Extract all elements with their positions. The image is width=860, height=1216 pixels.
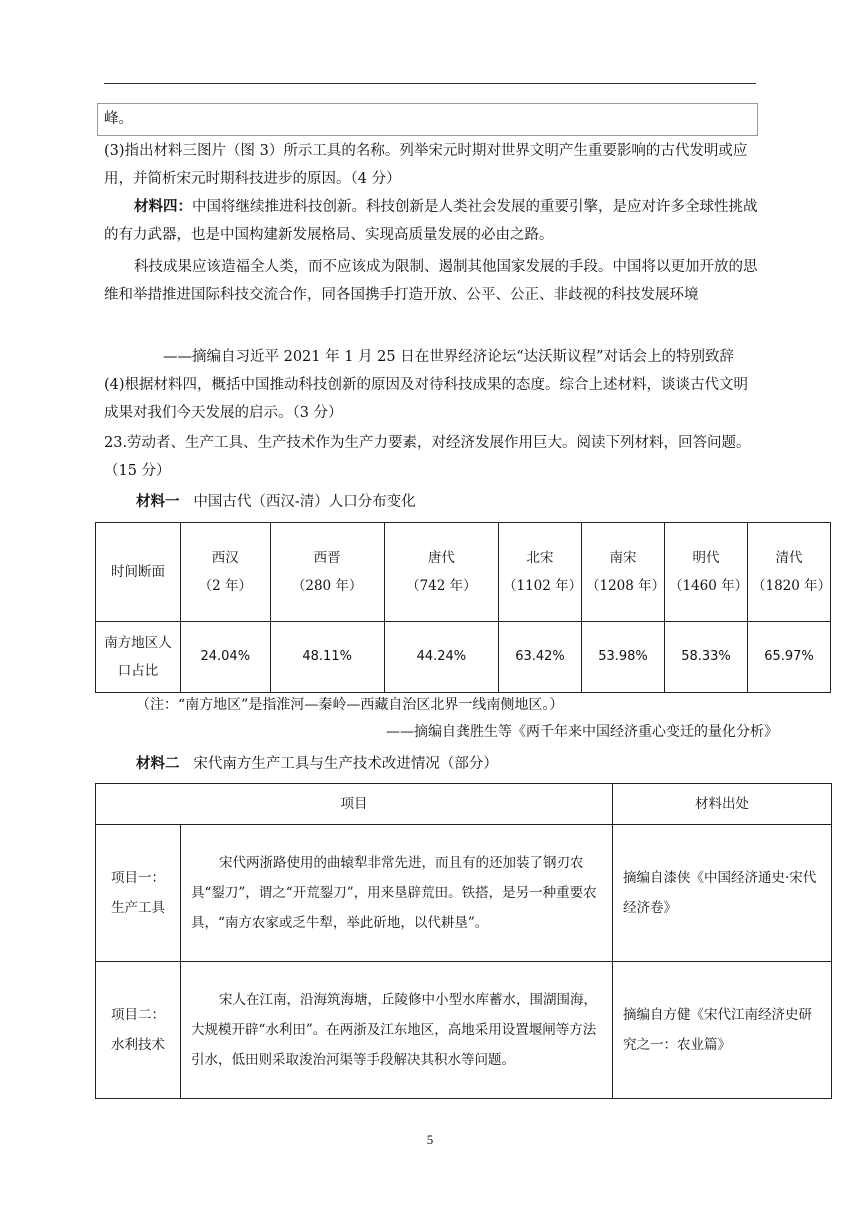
table2-caption-label: 材料二 [136,755,180,772]
period-year: （742 年） [406,578,477,594]
table1-caption [136,490,416,514]
item-source: 摘编自漆侠《中国经济通史·宋代经济卷》 [613,825,832,962]
period-year: （2 年） [198,578,252,594]
question-3: (3)指出材料三图片（图 3）所示工具的名称。列举宋元时期对世界文明产生重要影响的古代发明或应用，并简析宋元时期科技进步的原因。（4 分） [104,143,748,187]
period-name: 西晋 [313,550,341,566]
item-label [96,825,181,962]
period-name: 清代 [775,550,803,566]
table2-caption [136,752,498,776]
period-name: 北宋 [526,550,554,566]
value-cell: 44.24% [384,622,498,693]
item-label [96,962,181,1099]
header-label: 时间断面 [96,523,181,622]
period-year: （1208 年） [586,578,666,594]
period-year: （1460 年） [669,578,749,594]
item-label-line1: 项目二： [111,1007,165,1023]
item-label-line1: 项目一： [111,870,165,886]
item-source: 摘编自方健《宋代江南经济史研究之一：农业篇》 [613,962,832,1099]
value-cell: 53.98% [582,622,665,693]
period-year: （1820 年） [752,578,832,594]
header-rule [104,83,756,84]
question-4: (4)根据材料四，概括中国推动科技创新的原因及对待科技成果的态度。综合上述材料，谈谈古代文明成果对我们今天发展的启示。（3 分） [104,377,749,421]
period-year: （280 年） [291,578,363,594]
period-name: 唐代 [427,550,455,566]
period-cell [499,523,582,622]
period-cell [384,523,498,622]
period-name: 西汉 [211,550,239,566]
period-cell [582,523,665,622]
period-year: （1102 年） [503,578,583,594]
period-name: 南宋 [609,550,637,566]
period-cell [748,523,831,622]
period-cell [665,523,748,622]
header-source: 材料出处 [613,784,832,825]
material-4-p1-text: 中国将继续推进科技创新。科技创新是人类社会发展的重要引擎，是应对许多全球性挑战的有力武器，也是中国构建新发展格局、实现高质量发展的必由之路。 [104,199,758,243]
table2-caption-text: 宋代南方生产工具与生产技术改进情况（部分） [193,756,498,772]
table-row [96,622,831,693]
item-label-line2: 生产工具 [111,900,165,916]
page-number: 5 [426,1132,434,1147]
material-4-citation: ——摘编自习近平 2021 年 1 月 25 日在世界经济论坛“达沃斯议程”对话会上的特别致辞 [163,349,735,365]
value-cell: 48.11% [270,622,384,693]
table1-caption-label: 材料一 [136,493,180,510]
table-row [96,523,831,622]
material-4-label: 材料四： [134,198,192,215]
population-table [95,522,831,693]
period-name: 明代 [692,550,720,566]
value-cell: 24.04% [181,622,271,693]
item-label-line2: 水利技术 [111,1037,165,1053]
table1-citation: ——摘编自龚胜生等《两千年来中国经济重心变迁的量化分析》 [386,724,778,740]
table1-caption-text: 中国古代（西汉-清）人口分布变化 [193,494,416,510]
value-cell: 63.42% [499,622,582,693]
tools-technology-table [95,783,832,1099]
table-row [96,825,832,962]
table-row [96,962,832,1099]
material-4-p2: 科技成果应该造福全人类，而不应该成为限制、遏制其他国家发展的手段。中国将以更加开放的思维和举措推进国际科技交流合作，同各国携手打造开放、公平、公正、非歧视的科技发展环境 [104,259,758,303]
value-cell: 65.97% [748,622,831,693]
row-label: 南方地区人口占比 [96,622,181,693]
item-text: 宋代两浙路使用的曲辕犁非常先进，而且有的还加装了钢刃农具“銐刀”，谓之“开荒銐刀”，用来垦辟荒田。铁搭，是另一种重要农具，“南方农家或乏牛犁，举此斫地，以代耕垦”。 [181,825,613,962]
table-row [96,784,832,825]
header-item: 项目 [96,784,613,825]
table1-note: （注：“南方地区”是指淮河—秦岭—西藏自治区北界一线南侧地区。） [136,697,564,713]
item-text: 宋人在江南，沿海筑海塘，丘陵修中小型水库蓄水，围湖围海，大规模开辟“水利田”。在两浙及江东地区，高地采用设置堰闸等方法引水，低田则采取浚治河渠等手段解决其积水等问题。 [181,962,613,1099]
question-23: 23.劳动者、生产工具、生产技术作为生产力要素，对经济发展作用巨大。阅读下列材料，回答问题。（15 分） [104,435,751,479]
period-cell [181,523,271,622]
boxed-text: 峰。 [97,103,758,136]
value-cell: 58.33% [665,622,748,693]
material-4-p1 [104,193,760,249]
period-cell [270,523,384,622]
